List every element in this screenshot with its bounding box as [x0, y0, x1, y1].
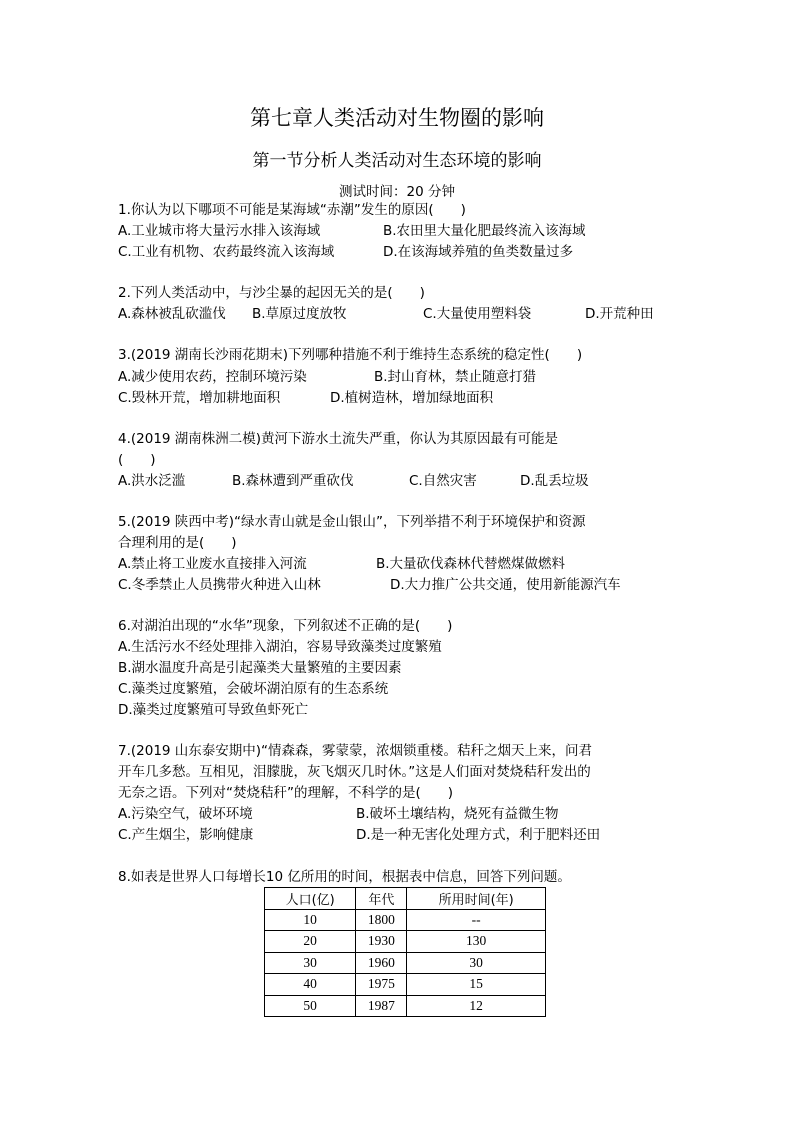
table-cell: 1987: [356, 995, 407, 1017]
question-3-option-d: D.植树造林，增加绿地面积: [330, 390, 494, 406]
question-2-option-a: A.森林被乱砍滥伐: [118, 306, 226, 322]
question-6-option-d: D.藻类过度繁殖可导致鱼虾死亡: [118, 702, 309, 718]
question-3-option-b: B.封山育林，禁止随意打猎: [374, 369, 537, 385]
question-3-stem: 3.(2019 湖南长沙雨花期末)下列哪种措施不利于维持生态系统的稳定性( ): [118, 347, 583, 363]
question-7-option-b: B.破坏土壤结构，烧死有益微生物: [356, 806, 559, 822]
table-header-year: 年代: [356, 888, 407, 910]
question-1-option-d: D.在该海域养殖的鱼类数量过多: [383, 244, 574, 260]
table-row: [265, 931, 546, 953]
question-5-option-c: C.冬季禁止人员携带火种进入山林: [118, 577, 321, 593]
table-row: [265, 909, 546, 931]
table-row: [265, 974, 546, 996]
table-cell: 20: [265, 931, 356, 953]
question-1-stem: 1.你认为以下哪项不可能是某海域“赤潮”发生的原因( ): [118, 202, 466, 218]
table-cell: 1960: [356, 952, 407, 974]
question-2-stem: 2.下列人类活动中，与沙尘暴的起因无关的是( ): [118, 285, 425, 301]
section-subtitle: 第一节分析人类活动对生态环境的影响: [252, 151, 542, 171]
question-4-stem-line-2: ( ): [118, 452, 156, 468]
population-table: [264, 887, 546, 1017]
table-row: [265, 952, 546, 974]
question-2-option-b: B.草原过度放牧: [252, 306, 347, 322]
table-header-time-used: 所用时间(年): [407, 888, 546, 910]
question-5-stem-line-1: 5.(2019 陕西中考)“绿水青山就是金山银山”，下列举措不利于环境保护和资源: [118, 514, 586, 530]
question-7-stem-line-1: 7.(2019 山东泰安期中)“情森森，雾蒙蒙，浓烟锁重楼。秸秆之烟天上来，问君: [118, 743, 593, 759]
question-8-stem: 8.如表是世界人口每增长10 亿所用的时间，根据表中信息，回答下列问题。: [118, 869, 571, 885]
table-cell: 1800: [356, 909, 407, 931]
question-2-option-c: C.大量使用塑料袋: [423, 306, 532, 322]
question-4-option-b: B.森林遭到严重砍伐: [232, 473, 354, 489]
question-1-option-b: B.农田里大量化肥最终流入该海域: [383, 223, 586, 239]
question-7-stem-line-3: 无奈之语。下列对“焚烧秸秆”的理解，不科学的是( ): [118, 785, 454, 801]
table-cell: 1975: [356, 974, 407, 996]
table-row: [265, 995, 546, 1017]
question-4-option-c: C.自然灾害: [409, 473, 477, 489]
table-header-population: 人口(亿): [265, 888, 356, 910]
table-cell: 15: [407, 974, 546, 996]
question-4-option-a: A.洪水泛滥: [118, 473, 186, 489]
question-5-option-d: D.大力推广公共交通，使用新能源汽车: [390, 577, 621, 593]
table-cell: --: [407, 909, 546, 931]
question-6-option-a: A.生活污水不经处理排入湖泊，容易导致藻类过度繁殖: [118, 639, 442, 655]
table-cell: 50: [265, 995, 356, 1017]
question-6-option-c: C.藻类过度繁殖，会破坏湖泊原有的生态系统: [118, 681, 389, 697]
question-3-option-c: C.毁林开荒，增加耕地面积: [118, 390, 281, 406]
table-cell: 30: [407, 952, 546, 974]
question-7-option-c: C.产生烟尘，影响健康: [118, 827, 254, 843]
table-cell: 12: [407, 995, 546, 1017]
question-7-stem-line-2: 开车几多愁。互相见，泪朦胧，灰飞烟灭几时休。”这是人们面对焚烧秸秆发出的: [118, 764, 591, 780]
question-1-option-c: C.工业有机物、农药最终流入该海域: [118, 244, 335, 260]
table-cell: 10: [265, 909, 356, 931]
table-cell: 130: [407, 931, 546, 953]
question-3-option-a: A.减少使用农药，控制环境污染: [118, 369, 307, 385]
table-cell: 30: [265, 952, 356, 974]
question-6-option-b: B.湖水温度升高是引起藻类大量繁殖的主要因素: [118, 660, 402, 676]
chapter-title: 第七章人类活动对生物圈的影响: [250, 106, 544, 130]
table-cell: 1930: [356, 931, 407, 953]
question-5-option-b: B.大量砍伐森林代替燃煤做燃料: [376, 556, 566, 572]
question-4-stem-line-1: 4.(2019 湖南株洲二模)黄河下游水土流失严重，你认为其原因最有可能是: [118, 431, 559, 447]
test-time: 测试时间：20 分钟: [339, 184, 455, 200]
question-6-stem: 6.对湖泊出现的“水华”现象，下列叙述不正确的是( ): [118, 618, 453, 634]
question-4-option-d: D.乱丢垃圾: [520, 473, 589, 489]
question-1-option-a: A.工业城市将大量污水排入该海域: [118, 223, 321, 239]
question-5-option-a: A.禁止将工业废水直接排入河流: [118, 556, 307, 572]
question-5-stem-line-2: 合理利用的是( ): [118, 535, 237, 551]
table-cell: 40: [265, 974, 356, 996]
question-2-option-d: D.开荒种田: [585, 306, 654, 322]
table-header-row: [265, 888, 546, 910]
question-7-option-a: A.污染空气，破坏环境: [118, 806, 253, 822]
question-7-option-d: D.是一种无害化处理方式，利于肥料还田: [356, 827, 601, 843]
